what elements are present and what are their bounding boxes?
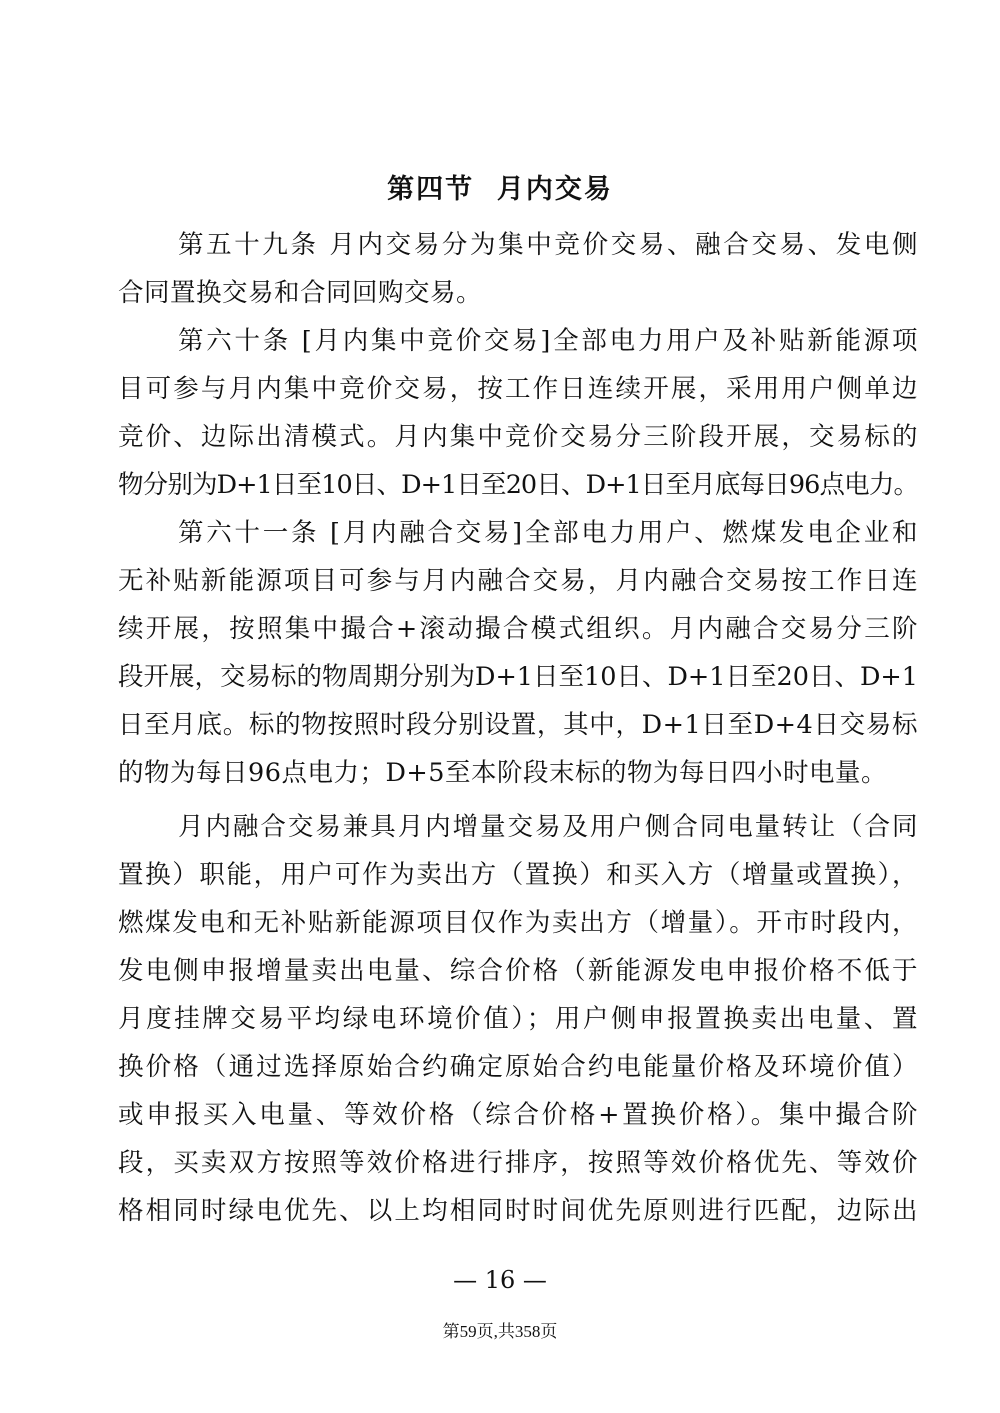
text-line: 发电侧申报增量卖出电量、综合价格（新能源发电申报价格不低于 [118,956,918,986]
text-line: 目可参与月内集中竞价交易，按工作日连续开展，采用用户侧单边 [118,374,918,404]
page-counter: 第59页,共358页 [442,1322,558,1341]
section-heading: 第四节 月内交易 [387,174,613,205]
page-number: — 16 — [453,1266,547,1294]
text-line: 换价格（通过选择原始合约确定原始合约电能量价格及环境价值） [118,1052,918,1082]
text-line: 第五十九条 月内交易分为集中竞价交易、融合交易、发电侧 [178,230,918,260]
text-line: 无补贴新能源项目可参与月内融合交易，月内融合交易按工作日连 [118,566,918,596]
text-line: 格相同时绿电优先、以上均相同时时间优先原则进行匹配，边际出 [118,1196,918,1226]
text-line: 燃煤发电和无补贴新能源项目仅作为卖出方（增量）。开市时段内， [118,908,918,938]
text-line: 合同置换交易和合同回购交易。 [118,278,483,308]
text-line: 段开展，交易标的物周期分别为D+1日至10日、D+1日至20日、D+1 [118,662,919,692]
text-line: 的物为每日96点电力；D+5至本阶段末标的物为每日四小时电量。 [118,758,887,788]
text-line: 段，买卖双方按照等效价格进行排序，按照等效价格优先、等效价 [118,1148,918,1178]
text-line: 月内融合交易兼具月内增量交易及用户侧合同电量转让（合同 [178,812,918,842]
text-line: 月度挂牌交易平均绿电环境价值）；用户侧申报置换卖出电量、置 [118,1004,918,1034]
text-line: 或申报买入电量、等效价格（综合价格+置换价格）。集中撮合阶 [118,1100,918,1130]
text-line: 续开展，按照集中撮合+滚动撮合模式组织。月内融合交易分三阶 [118,614,918,644]
text-line: 置换）职能，用户可作为卖出方（置换）和买入方（增量或置换）， [118,860,918,890]
text-line: 第六十一条 [月内融合交易]全部电力用户、燃煤发电企业和 [178,518,918,548]
text-line: 第六十条 [月内集中竞价交易]全部电力用户及补贴新能源项 [178,326,918,356]
text-line: 竞价、边际出清模式。月内集中竞价交易分三阶段开展，交易标的 [118,422,918,452]
text-line: 日至月底。标的物按照时段分别设置，其中，D+1日至D+4日交易标 [118,710,918,740]
text-line: 物分别为D+1日至10日、D+1日至20日、D+1日至月底每日96点电力。 [118,470,918,500]
